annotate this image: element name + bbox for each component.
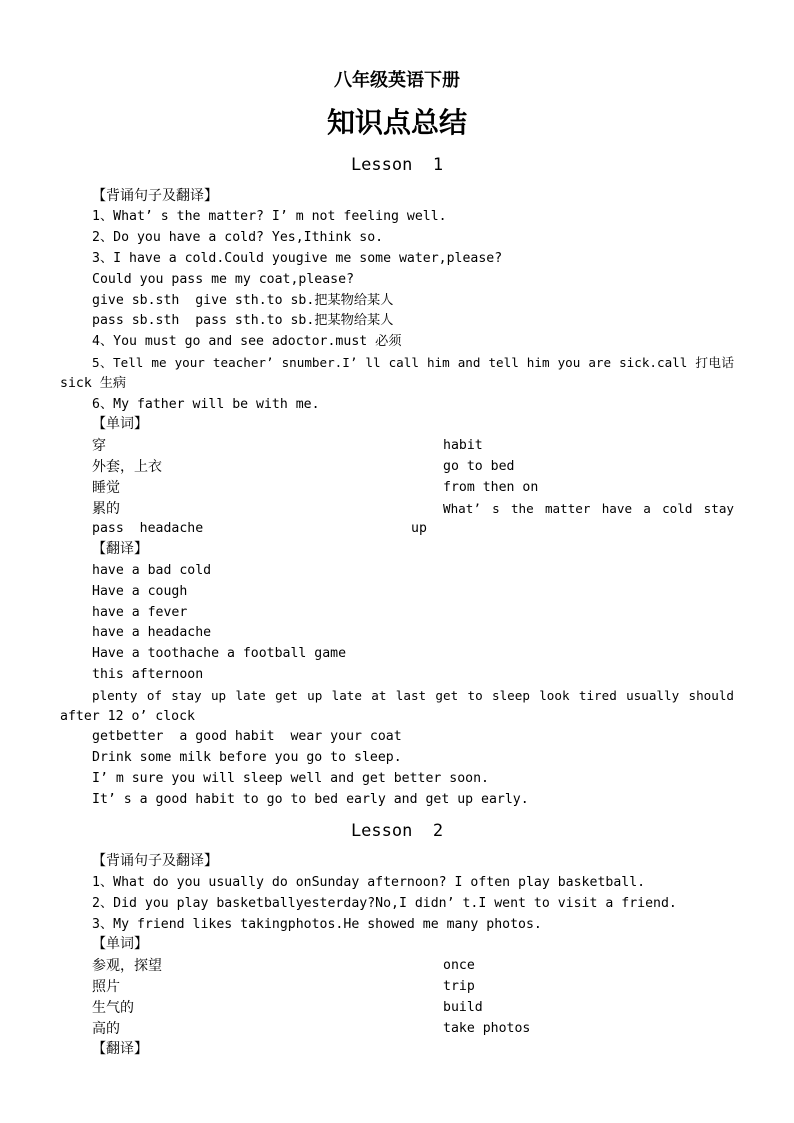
- lesson-1-phrase-list-line-2: after 12 o’ clock: [60, 709, 195, 724]
- lesson-2-word-en: once: [443, 958, 475, 973]
- lesson-2-heading: Lesson 2: [350, 821, 444, 841]
- lesson-1-sentence-1: 1、What’ s the matter? I’ m not feeling well.: [92, 209, 447, 224]
- lesson-2-sentence-1: 1、What do you usually do onSunday afternoon? I often play basketball.: [92, 875, 646, 890]
- lesson-1-phrase: have a bad cold: [92, 563, 212, 578]
- lesson-1-sentence: It’ s a good habit to go to bed early and get up early.: [92, 792, 529, 807]
- lesson-1-word-cn: 睡觉: [92, 480, 120, 496]
- lesson-1-word-line: pass headache: [92, 521, 204, 536]
- lesson-1-word-en: from then on: [443, 480, 539, 495]
- lesson-1-word-en: What’ s the matter have a cold stay: [443, 501, 734, 516]
- lesson-1-sentence-2: 2、Do you have a cold? Yes,Ithink so.: [92, 230, 384, 245]
- lesson-1-sentence: Drink some milk before you go to sleep.: [92, 750, 402, 765]
- lesson-2-word-en: trip: [443, 979, 475, 994]
- lesson-1-phrase: have a fever: [92, 605, 188, 620]
- lesson-1-word-cn: 外套，上衣: [92, 459, 162, 475]
- lesson-1-word-cn: 穿: [92, 438, 106, 454]
- lesson-1-sentence-6: 6、My father will be with me.: [92, 397, 320, 412]
- lesson-2-word-cn: 高的: [92, 1021, 120, 1037]
- document-subtitle: 知识点总结: [326, 106, 467, 139]
- lesson-1-phrase: have a headache: [92, 625, 212, 640]
- lesson-1-sentence-4: 4、You must go and see adoctor.must 必须: [92, 334, 402, 349]
- lesson-1-sentence-5-line-2: sick 生病: [60, 376, 127, 391]
- lesson-1-sentence-3-line-2: Could you pass me my coat,please?: [92, 272, 355, 287]
- lesson-1-phrase: Have a cough: [92, 584, 188, 599]
- lesson-1-word-en: habit: [443, 438, 483, 453]
- lesson-1-section-translation: 【翻译】: [92, 541, 148, 557]
- lesson-1-phrase: Have a toothache a football game: [92, 646, 347, 661]
- lesson-1-sentence: I’ m sure you will sleep well and get better soon.: [92, 771, 489, 786]
- lesson-1-word-cn: 累的: [92, 501, 120, 517]
- lesson-1-word-line-end: up: [411, 521, 427, 536]
- lesson-2-sentence-2: 2、Did you play basketballyesterday?No,I didn’ t.I went to visit a friend.: [92, 896, 677, 911]
- lesson-1-word-en: go to bed: [443, 459, 515, 474]
- lesson-2-sentence-3: 3、My friend likes takingphotos.He showed me many photos.: [92, 917, 542, 932]
- lesson-2-section-words: 【单词】: [92, 936, 148, 952]
- lesson-2-word-cn: 参观，探望: [92, 958, 162, 974]
- lesson-1-section-words: 【单词】: [92, 416, 148, 432]
- lesson-2-word-en: build: [443, 1000, 483, 1015]
- lesson-1-sentence-3-line-3: give sb.sth give sth.to sb.把某物给某人: [92, 293, 394, 308]
- lesson-1-sentence-5: 5、Tell me your teacher’ snumber.I’ ll call him and tell him you are sick.call 打电话: [92, 355, 734, 370]
- lesson-1-section-sentences: 【背诵句子及翻译】: [92, 188, 218, 204]
- lesson-1-phrase-list: plenty of stay up late get up late at last get to sleep look tired usually should: [92, 688, 734, 703]
- lesson-2-word-cn: 生气的: [92, 1000, 134, 1016]
- lesson-1-heading: Lesson 1: [350, 155, 444, 175]
- lesson-2-section-sentences: 【背诵句子及翻译】: [92, 853, 218, 869]
- lesson-2-section-translation: 【翻译】: [92, 1041, 148, 1057]
- lesson-2-word-en: take photos: [443, 1021, 531, 1036]
- lesson-1-sentence-3-line-4: pass sb.sth pass sth.to sb.把某物给某人: [92, 313, 394, 328]
- lesson-1-sentence-3: 3、I have a cold.Could yougive me some water,please?: [92, 251, 503, 266]
- lesson-1-phrase: this afternoon: [92, 667, 204, 682]
- document-title: 八年级英语下册: [334, 70, 460, 91]
- lesson-1-phrase: getbetter a good habit wear your coat: [92, 729, 402, 744]
- lesson-2-word-cn: 照片: [92, 979, 120, 995]
